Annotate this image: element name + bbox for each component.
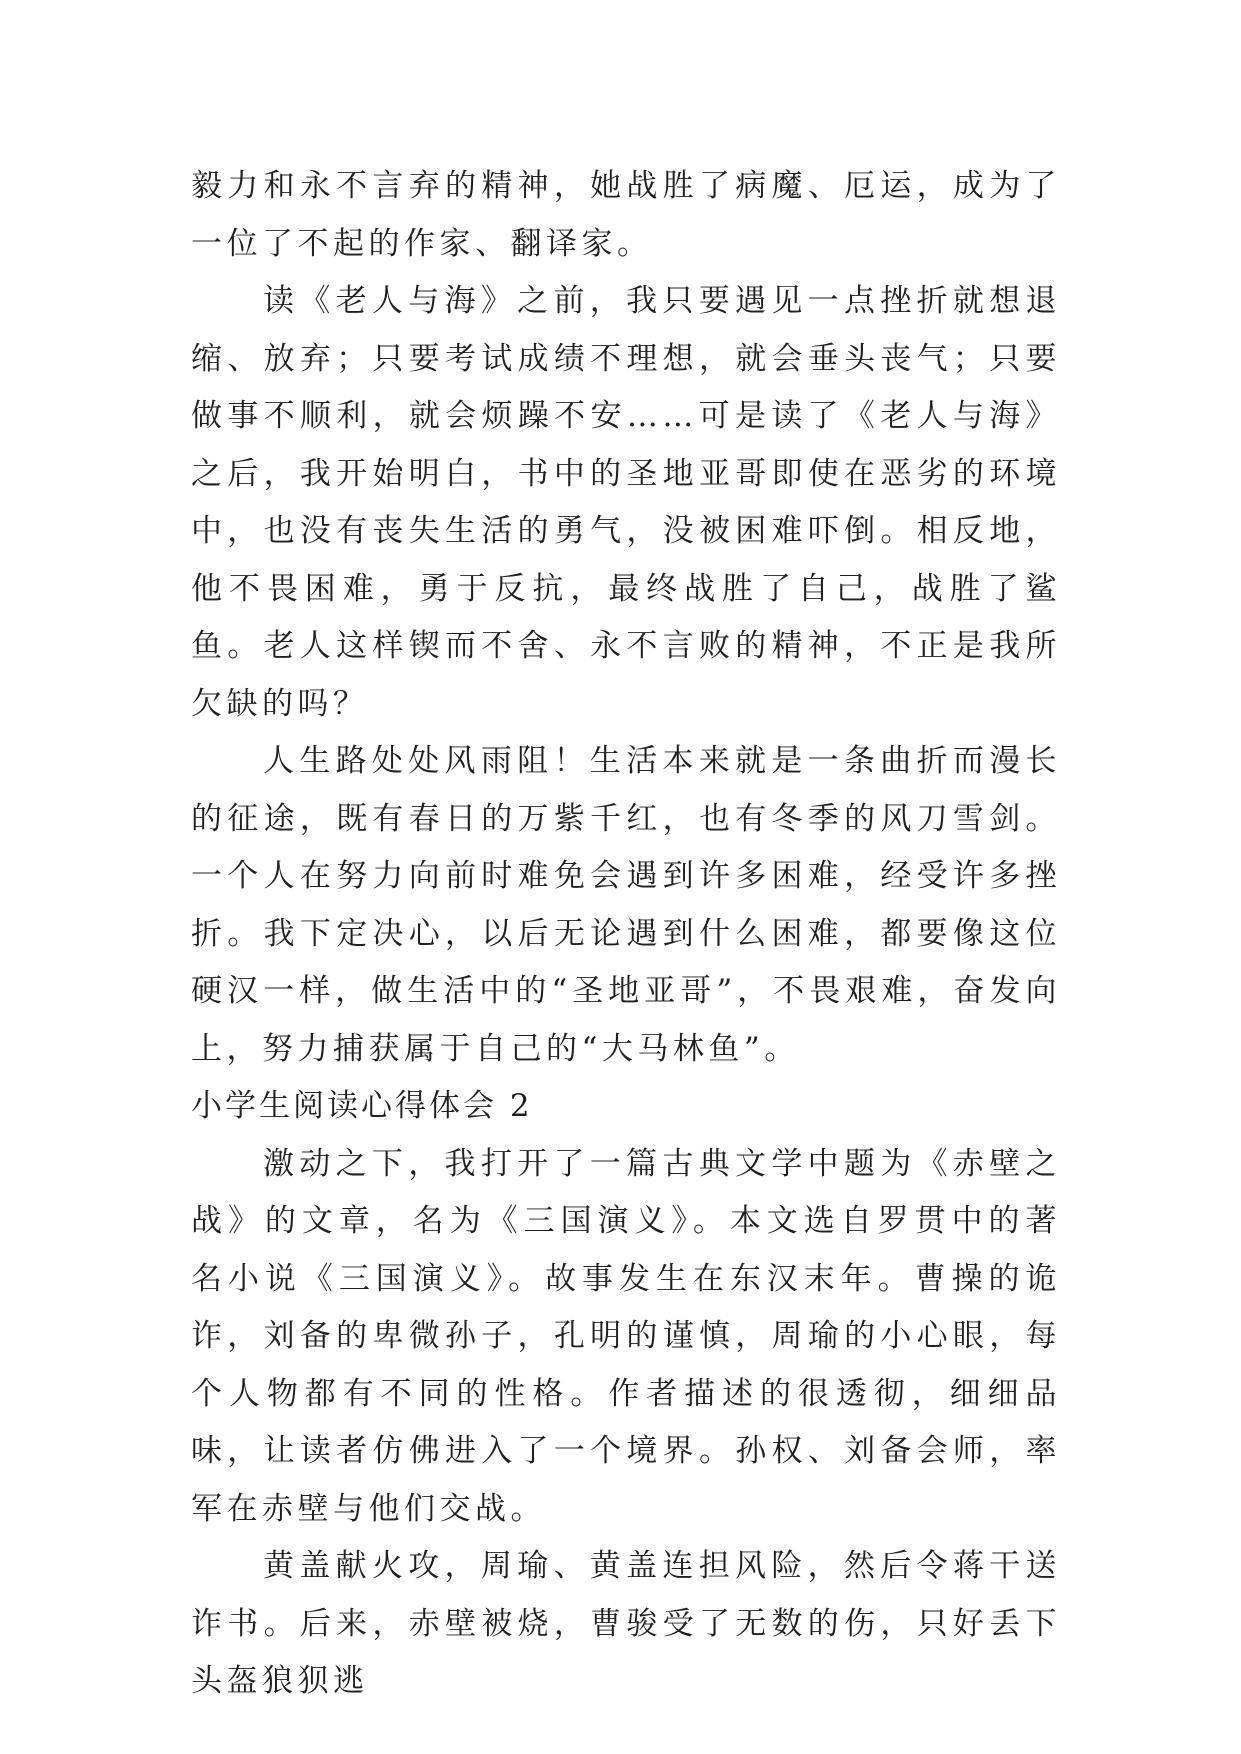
document-body <box>191 158 1061 1711</box>
paragraph-life-road: 人生路处处风雨阻！生活本来就是一条曲折而漫长的征途，既有春日的万紫千红，也有冬季的风刀雪剑。一个人在努力向前时难免会遇到许多困难，经受许多挫折。我下定决心，以后无论遇到什么困难，都要像这位硬汉一样，做生活中的“圣地亚哥”，不畏艰难，奋发向上，努力捕获属于自己的“大马林鱼”。 <box>191 743 1061 1067</box>
paragraph-huang-gai: 黄盖献火攻，周瑜、黄盖连担风险，然后令蒋干送诈书。后来，赤壁被烧，曹骏受了无数的伤，只好丢下头盔狼狈逃 <box>191 1548 1061 1699</box>
section-title: 小学生阅读心得体会 2 <box>191 1088 533 1124</box>
paragraph-continuation: 毅力和永不言弃的精神，她战胜了病魔、厄运，成为了一位了不起的作家、翻译家。 <box>191 168 1061 262</box>
paragraph-red-cliff: 激动之下，我打开了一篇古典文学中题为《赤壁之战》的文章，名为《三国演义》。本文选自罗贯中的著名小说《三国演义》。故事发生在东汉末年。曹操的诡诈，刘备的卑微孙子，孔明的谨慎，周瑜的小心眼，每个人物都有不同的性格。作者描述的很透彻，细细品味，让读者仿佛进入了一个境界。孙权、刘备会师，率军在赤壁与他们交战。 <box>191 1145 1061 1527</box>
paragraph-old-man-and-sea: 读《老人与海》之前，我只要遇见一点挫折就想退缩、放弃；只要考试成绩不理想，就会垂头丧气；只要做事不顺利，就会烦躁不安……可是读了《老人与海》之后，我开始明白，书中的圣地亚哥即使在恶劣的环境中，也没有丧失生活的勇气，没被困难吓倒。相反地，他不畏困难，勇于反抗，最终战胜了自己，战胜了鲨鱼。老人这样锲而不舍、永不言败的精神，不正是我所欠缺的吗？ <box>191 283 1061 722</box>
